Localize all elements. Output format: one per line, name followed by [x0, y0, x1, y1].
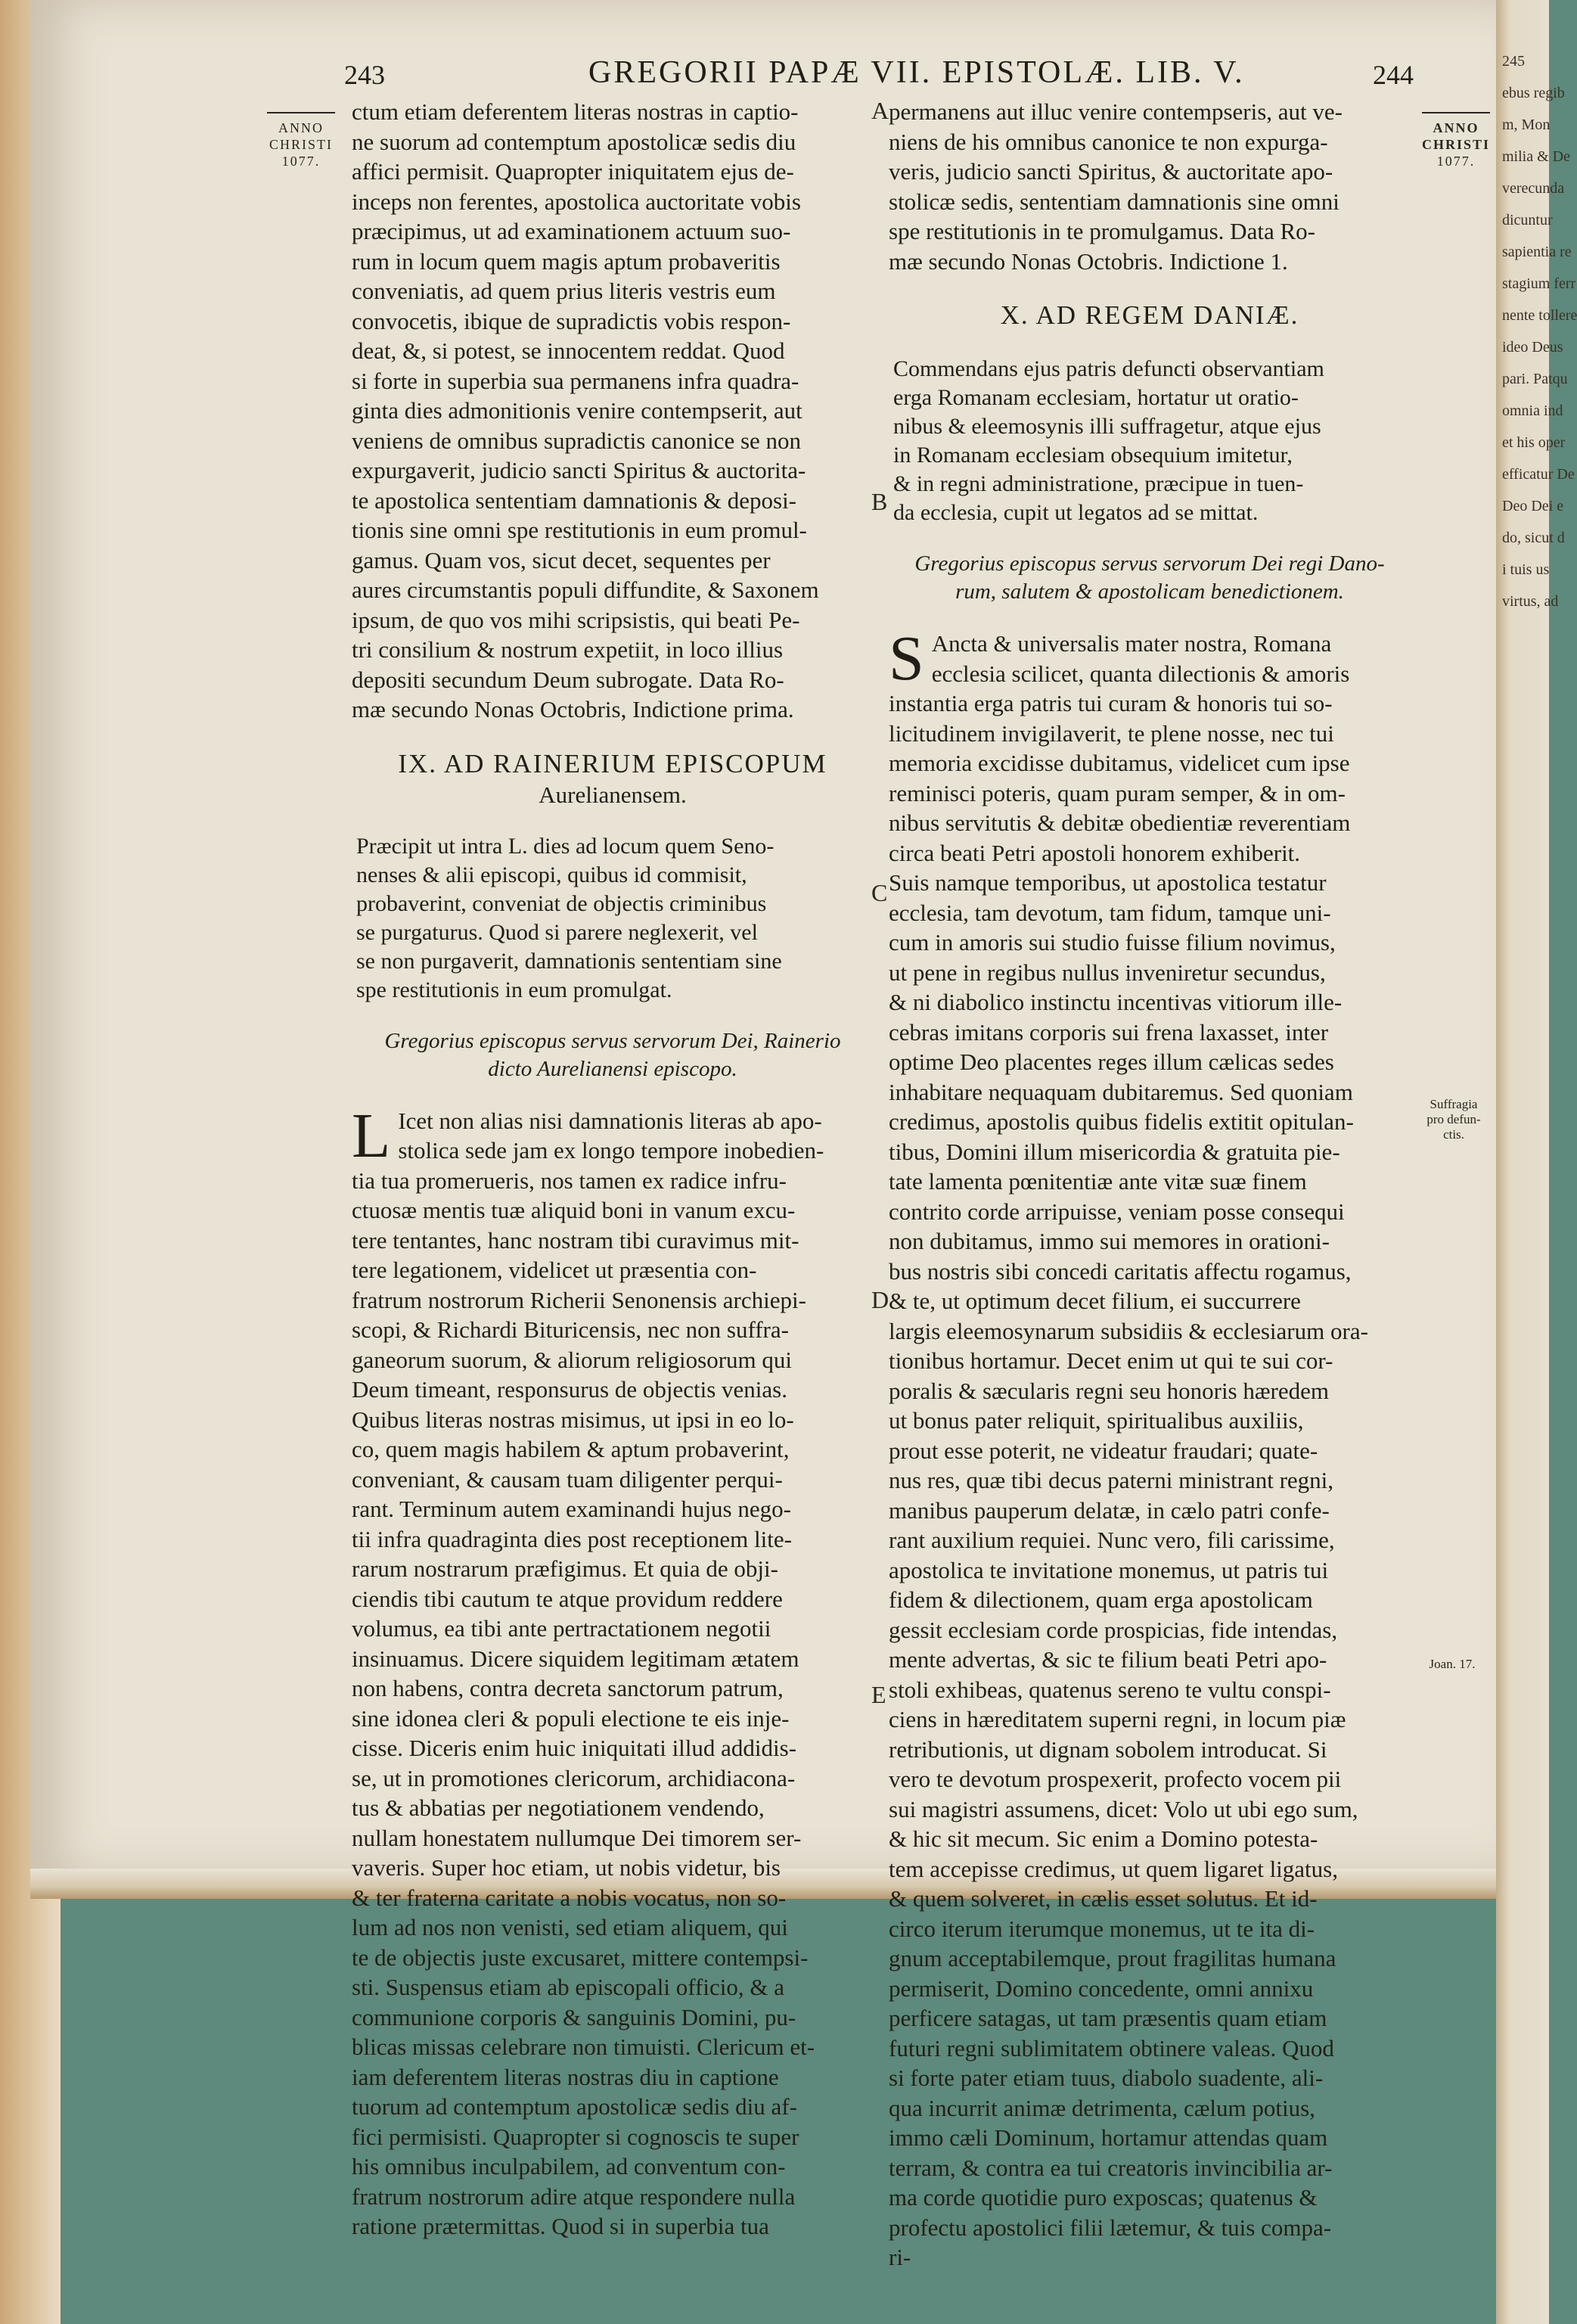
text-line: nus res, quæ tibi decus paterni ministrant regni, [889, 1467, 1334, 1493]
text-line: sine idonea cleri & populi electione te eis inje- [352, 1704, 790, 1732]
next-page-fragment: et his oper [1502, 434, 1566, 451]
text-line: convocetis, ibique de supradictis vobis respon- [352, 307, 791, 334]
marker-e: E [871, 1681, 886, 1708]
summary-line: erga Romanam ecclesiam, hortatur ut oratio- [893, 385, 1299, 410]
summary-line: se non purgaverit, damnationis sententiam sine [356, 948, 782, 974]
text-line: si forte pater etiam tuus, diabolo suadente, ali- [889, 2065, 1324, 2091]
note-line: pro defun- [1426, 1112, 1481, 1126]
chapter-summary [352, 832, 874, 1005]
text-line: fidem & dilectionem, quam erga apostolicam [889, 1586, 1313, 1613]
christi-word: CHRISTI [1421, 137, 1491, 152]
note-line: ctis. [1443, 1127, 1464, 1142]
marker-a: A [871, 97, 889, 124]
text-line: conveniant, & causam tuam diligenter perqui- [352, 1465, 783, 1493]
note-line: Suffragia [1430, 1097, 1478, 1111]
salutation [889, 550, 1411, 606]
text-line: & ni diabolico instinctu incentivas vitiorum ille- [889, 989, 1343, 1015]
text-line: stolicæ sedis, sententiam damnationis sine omni [889, 188, 1340, 215]
letter-continuation [889, 97, 1411, 276]
text-line: ri- [889, 2244, 911, 2270]
text-line: ut pene in regibus nullus inveniretur secundus, [889, 958, 1326, 986]
summary-line: Commendans ejus patris defuncti observantiam [893, 356, 1324, 381]
text-line: aures circumstantis populi diffundite, & Saxonem [352, 576, 819, 603]
text-line: ginta dies admonitionis venire contempserit, aut [352, 397, 802, 424]
text-line: Deum timeant, responsurus de objectis venias. [352, 1376, 787, 1403]
text-line: optime Deo placentes reges illum cælicas sedes [889, 1049, 1334, 1075]
text-line: tus & abbatias per negotiationem vendendo, [352, 1794, 765, 1821]
text-line: te apostolica sententiam damnationis & deposi- [352, 486, 797, 514]
summary-line: Præcipit ut intra L. dies ad locum quem Seno- [356, 833, 775, 859]
text-line: se, ut in promotiones clericorum, archidiacona- [352, 1764, 796, 1791]
text-line: permanens aut illuc venire contempseris, aut ve- [889, 98, 1343, 125]
text-line: perficere satagas, ut tam præsentis quam etiam [889, 2005, 1327, 2031]
salutation [352, 1027, 874, 1083]
text-line: non dubitamus, immo sui memores in orationi- [889, 1228, 1330, 1254]
text-line: stolica sede jam ex longo tempore inobedien- [398, 1137, 824, 1164]
text-line: mæ secundo Nonas Octobris, Indictione prima. [352, 696, 794, 722]
text-line: cisse. Diceris enim huic iniquitati illud addidis- [352, 1735, 797, 1761]
next-page-fragment: efficatur De [1502, 466, 1575, 483]
text-line: largis eleemosynarum subsidiis & ecclesiarum ora- [889, 1317, 1368, 1344]
text-line: mæ secundo Nonas Octobris. Indictione 1. [889, 247, 1288, 275]
text-line: depositi secundum Deum subrogate. Data Ro- [352, 666, 784, 693]
text-line: rarum nostrarum præfigimus. Et quia de obji- [352, 1555, 778, 1582]
text-line: non habens, contra decreta sanctorum patrum, [352, 1675, 784, 1701]
text-line: ctum etiam deferentem literas nostras in captio- [352, 98, 799, 125]
left-column [352, 97, 874, 2242]
text-line: insinuamus. Dicere siquidem legitimam ætatem [352, 1645, 799, 1672]
text-line: profectu apostolici filii lætemur, & tuis compa- [889, 2214, 1332, 2241]
text-line: & ter fraterna caritate a nobis vocatus, non so- [352, 1884, 787, 1911]
text-line: cum in amoris sui studio fuisse filium novimus, [889, 929, 1336, 955]
christi-word: CHRISTI [269, 137, 333, 152]
next-page-fragment: nente tollere [1502, 307, 1577, 324]
text-line: tem accepisse credimus, ut quem ligaret ligatus, [889, 1855, 1338, 1882]
text-line: veniens de omnibus supradictis canonice se non [352, 427, 802, 454]
summary-line: nenses & alii episcopi, quibus id commisit, [356, 862, 747, 887]
text-line: & quem solveret, in cælis esset solutus. Et id- [889, 1885, 1318, 1912]
text-line: spe restitutionis in te promulgamus. Data Ro- [889, 218, 1315, 244]
text-line: blicas missas celebrare non timuisti. Clericum et- [352, 2034, 815, 2060]
text-line: ecclesia, tam devotum, tam fidum, tamque uni- [889, 899, 1331, 926]
text-line: terram, & contra ea tui creatoris invincibilia ar- [889, 2154, 1333, 2181]
letter-body [889, 623, 1411, 2273]
text-line: credimus, apostolis quibus fidelis extitit opitulan- [889, 1108, 1354, 1135]
text-line: tii infra quadraginta dies post receptionem lite- [352, 1525, 792, 1552]
text-line: ipsum, de quo vos mihi scripsistis, qui beati Pe- [352, 606, 800, 633]
text-line: volumus, ea tibi ante pertractationem negotii [352, 1615, 771, 1642]
text-line: inceps non ferentes, apostolica auctoritate vobis [352, 188, 801, 215]
text-line: futuri regni sublimitatem obtinere valeas. Quod [889, 2034, 1334, 2061]
marker-d: D [871, 1286, 889, 1313]
text-line: mente advertas, & sic te filium beati Petri apo- [889, 1646, 1327, 1673]
text-line: fratrum nostrorum adire atque respondere nulla [352, 2183, 796, 2210]
summary-line: da ecclesia, cupit ut legatos ad se mittat. [893, 500, 1259, 525]
next-page-fragment: sapientia re [1502, 244, 1572, 260]
text-line: instantia erga patris tui curam & honoris tui so- [889, 690, 1333, 716]
next-page-fragment: verecunda [1502, 180, 1565, 197]
salutation-line: Gregorius episcopus servus servorum Dei regi Dano- [914, 551, 1385, 576]
text-line: tere legationem, videlicet ut præsentia con- [352, 1257, 757, 1283]
drop-cap: S [889, 623, 924, 694]
anno-christi-right [1414, 112, 1498, 169]
margin-note-joan: Joan. 17. [1429, 1657, 1476, 1671]
text-line: contrito corde arripuisse, veniam posse consequi [889, 1198, 1345, 1225]
text-line: rant auxilium requiei. Nunc vero, fili carissime, [889, 1527, 1335, 1553]
text-line: inhabitare nequaquam dubitaremus. Sed quoniam [889, 1078, 1353, 1105]
salutation-line: Gregorius episcopus servus servorum Dei, Rainerio [384, 1028, 841, 1053]
text-line: nibus servitutis & debitæ obedientiæ reverentiam [889, 809, 1351, 836]
text-line: te de objectis juste excusaret, mittere contempsi- [352, 1943, 809, 1971]
next-page-fragment: ebus regib [1502, 85, 1565, 101]
running-title: GREGORII PAPÆ VII. EPISTOLÆ. LIB. V. [588, 55, 1245, 90]
next-page-fragment: do, sicut d [1502, 530, 1565, 546]
text-line: ma corde quotidie puro exposcas; quatenus & [889, 2184, 1318, 2211]
text-line: & hic sit mecum. Sic enim a Domino potesta- [889, 1825, 1318, 1852]
text-line: Icet non alias nisi damnationis literas ab apo- [398, 1107, 822, 1134]
text-line: gamus. Quam vos, sicut decet, sequentes per [352, 546, 771, 573]
text-line: ctuosæ mentis tuæ aliquid boni in vanum excu- [352, 1197, 796, 1223]
drop-cap: L [352, 1100, 391, 1171]
text-line: rum in locum quem magis aptum probaveritis [352, 247, 781, 275]
salutation-line: rum, salutem & apostolicam benedictionem. [955, 579, 1344, 604]
text-line: reminisci poteris, quam puram semper, & in om- [889, 779, 1346, 806]
year: 1077. [281, 154, 321, 169]
text-line: niens de his omnibus canonice te non expurga- [889, 128, 1328, 155]
anno-word: ANNO [278, 120, 324, 135]
anno-word: ANNO [1433, 120, 1479, 135]
chapter-summary [889, 355, 1411, 527]
text-line: his omnibus inculpabilem, ad conventum con- [352, 2153, 786, 2180]
text-line: ciens in hæreditatem superni regni, in locum piæ [889, 1706, 1346, 1732]
summary-line: se purgaturus. Quod si parere neglexerit, vel [356, 919, 758, 945]
text-line: & te, ut optimum decet filium, ei succurrere [889, 1288, 1301, 1314]
summary-line: & in regni administratione, præcipue in tuen- [893, 471, 1304, 496]
next-page-text [1502, 45, 1577, 1937]
summary-line: nibus & eleemosynis illi suffragetur, atque ejus [893, 414, 1321, 439]
anno-christi-left [256, 112, 346, 169]
margin-note-suffragia [1416, 1097, 1492, 1142]
page-number-left: 243 [344, 60, 385, 90]
text-line: communione corporis & sanguinis Domini, pu- [352, 2003, 796, 2030]
next-page-fragment: ideo Deus [1502, 339, 1563, 356]
text-line: qua incurrit animæ detrimenta, cælum potius, [889, 2094, 1315, 2121]
letter-body [352, 1100, 874, 2242]
text-line: tibus, Domini illum misericordia & gratuita pie- [889, 1138, 1340, 1165]
text-line: veris, judicio sancti Spiritus, & auctoritate apo- [889, 158, 1333, 185]
chapter-subtitle: Aurelianensem. [539, 781, 687, 808]
text-line: permiserit, Domino concedente, omni annixu [889, 1974, 1314, 2002]
text-line: tere tentantes, hanc nostram tibi curavimus mit- [352, 1226, 799, 1254]
text-line: rant. Terminum autem examinandi hujus nego- [352, 1496, 791, 1522]
text-line: fratrum nostrorum Richerii Senonensis archiepi- [352, 1286, 806, 1313]
next-page-fragment: stagium ferr [1502, 275, 1576, 292]
summary-line: probaverint, conveniat de objectis criminibus [356, 890, 767, 916]
text-line: Quibus literas nostras misimus, ut ipsi in eo lo- [352, 1406, 794, 1433]
text-line: sui magistri assumens, dicet: Volo ut ubi ego sum, [889, 1795, 1358, 1822]
text-line: co, quem magis habilem & aptum probaverint, [352, 1436, 790, 1462]
text-line: conveniatis, ad quem prius literis vestris eum [352, 278, 776, 304]
text-line: retributionis, ut dignam sobolem introducat. Si [889, 1735, 1327, 1763]
text-line: expurgaverit, judicio sancti Spiritus & auctorita- [352, 457, 806, 483]
next-page-fragment: Deo Dei e [1502, 498, 1564, 514]
text-line: ciendis tibi cautum te atque providum reddere [352, 1585, 783, 1612]
text-line: immo cæli Dominum, hortamur attendas quam [889, 2124, 1328, 2151]
chapter-title-x: X. AD REGEM DANIÆ. [1000, 300, 1299, 330]
year: 1077. [1436, 154, 1476, 169]
next-page-fragment: 245 [1502, 53, 1525, 70]
text-line: cebras imitans corporis sui frena laxasset, inter [889, 1018, 1329, 1045]
text-line: ratione prætermittas. Quod si in superbia tua [352, 2213, 769, 2239]
summary-line: in Romanam ecclesiam obsequium imitetur, [893, 443, 1293, 468]
text-line: ne suorum ad contemptum apostolicæ sedis diu [352, 128, 796, 155]
text-line: ecclesia scilicet, quanta dilectionis & amoris [931, 660, 1350, 687]
next-page-fragment: pari. Patqu [1502, 371, 1568, 387]
text-line: vero te devotum prospexerit, profecto vocem pii [889, 1766, 1342, 1792]
text-line: bus nostris sibi concedi caritatis affectu rogamus, [889, 1257, 1352, 1285]
text-line: licitudinem invigilaverit, te plene nosse, nec tui [889, 719, 1334, 747]
text-line: tuorum ad contemptum apostolicæ sedis diu af- [352, 2093, 797, 2120]
text-line: gnum acceptabilemque, prout fragilitas humana [889, 1945, 1336, 1971]
next-page-fragment: milia & De [1502, 148, 1570, 165]
text-line: stoli exhibeas, quatenus sereno te vultu conspi- [889, 1676, 1331, 1703]
next-page-fragment: dicuntur [1502, 212, 1553, 228]
next-page-fragment: omnia ind [1502, 402, 1563, 419]
chapter-title-ix: IX. AD RAINERIUM EPISCOPUM [398, 748, 827, 778]
text-line: manibus pauperum delatæ, in cælo patri confe- [889, 1496, 1330, 1524]
text-line: tri consilium & nostrum expetiit, in loco illius [352, 636, 784, 663]
next-page-fragment: i tuis us [1502, 561, 1550, 578]
text-line: Suis namque temporibus, ut apostolica testatur [889, 869, 1327, 896]
salutation-line: dicto Aurelianensi episcopo. [488, 1056, 737, 1081]
text-line: tia tua promerueris, nos tamen ex radice infru- [352, 1167, 787, 1194]
next-page-fragment: virtus, ad [1502, 593, 1559, 610]
page-number-right: 244 [1373, 60, 1414, 90]
marker-c: C [871, 879, 888, 906]
text-line: prout esse poterit, ne videatur fraudari; quate- [889, 1437, 1318, 1464]
text-line: poralis & sæcularis regni seu honoris hæredem [889, 1377, 1330, 1404]
text-line: iam deferentem literas nostras diu in captione [352, 2063, 779, 2090]
text-line: memoria excidisse dubitamus, videlicet cum ipse [889, 750, 1350, 776]
text-line: apostolica te invitatione monemus, ut patris tui [889, 1556, 1329, 1583]
next-page-fragment: m, Mon [1502, 117, 1551, 133]
text-line: sti. Suspensus etiam ab episcopali officio, & a [352, 1974, 784, 2000]
right-column [889, 97, 1411, 2273]
text-line: nullam honestatem nullumque Dei timorem ser- [352, 1824, 802, 1851]
text-line: præcipimus, ut ad examinationem actuum suo- [352, 218, 791, 244]
text-line: si forte in superbia sua permanens infra quadra- [352, 367, 799, 394]
text-line: ut bonus pater reliquit, spiritualibus auxiliis, [889, 1407, 1304, 1434]
text-line: lum ad nos non venisti, sed etiam aliquem, qui [352, 1914, 788, 1940]
text-line: deat, &, si potest, se innocentem reddat. Quod [352, 337, 785, 364]
summary-line: spe restitutionis in eum promulgat. [356, 977, 672, 1002]
text-line: circa beati Petri apostoli honorem exhiberit. [889, 839, 1301, 866]
text-line: circo iterum iterumque monemus, ut te ita di- [889, 1915, 1315, 1942]
text-line: tate lamenta pœnitentiæ ante vitæ suæ finem [889, 1168, 1307, 1195]
text-line: tionibus hortamur. Decet enim ut qui te sui cor- [889, 1347, 1333, 1374]
text-line: ganeorum suorum, & aliorum religiosorum qui [352, 1346, 793, 1373]
marker-b: B [871, 488, 888, 515]
text-line: Ancta & universalis mater nostra, Romana [931, 630, 1332, 657]
text-line: gessit ecclesiam corde prospicias, fide intendas, [889, 1616, 1338, 1643]
text-line: vaveris. Super hoc etiam, ut nobis videtur, bis [352, 1854, 781, 1881]
text-line: tionis sine omni spe restitutionis in eum promul- [352, 517, 807, 543]
text-line: affici permisit. Quapropter iniquitatem ejus de- [352, 158, 794, 185]
letter-continuation [352, 97, 874, 725]
text-line: scopi, & Richardi Bituricensis, nec non suffra- [352, 1316, 789, 1343]
text-line: fici permisisti. Quapropter si cognoscis te super [352, 2123, 799, 2150]
